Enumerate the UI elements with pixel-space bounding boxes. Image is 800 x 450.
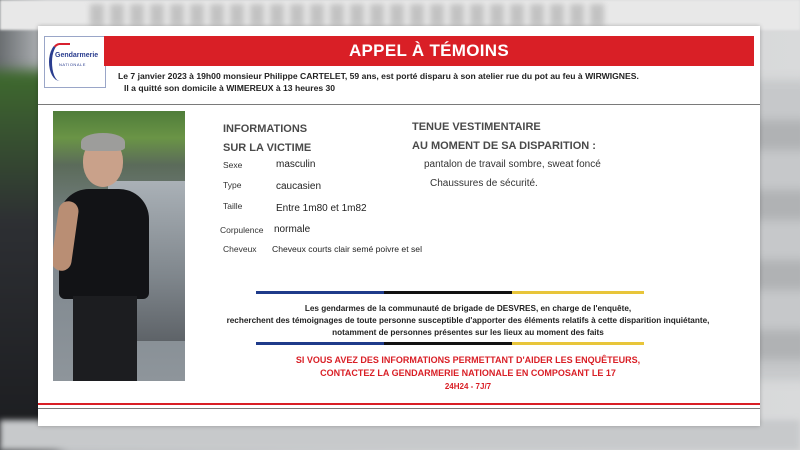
- notice-line-2: recherchent des témoignages de toute personne susceptible d'apporter des éléments relatifs à cette disparition inquiétante,: [226, 316, 710, 325]
- tricolor-divider-bottom: [256, 342, 644, 345]
- investigation-notice: [188, 303, 748, 339]
- top-divider: [38, 104, 760, 105]
- field-value-cheveux: Cheveux courts clair semé poivre et sel: [272, 244, 422, 254]
- blurred-top-text: [90, 4, 610, 26]
- missing-person-photo: [53, 111, 185, 381]
- bottom-red-rule: [38, 403, 760, 405]
- photo-person-hair: [81, 133, 125, 151]
- intro-line-2: Il a quitté son domicile à WIMEREUX à 13 heures 30: [124, 83, 336, 93]
- bottom-divider: [38, 408, 760, 409]
- victim-heading-line-2: SUR LA VICTIME: [223, 142, 312, 154]
- logo-name: Gendarmerie: [55, 52, 99, 59]
- field-value-corpulence: normale: [274, 224, 311, 235]
- field-value-sexe: masculin: [276, 159, 316, 170]
- clothing-item-2: Chaussures de sécurité.: [430, 178, 538, 189]
- clothing-heading-line-1: TENUE VESTIMENTAIRE: [412, 121, 541, 133]
- notice-line-3: notamment de personnes présentes sur les lieux au moment des faits: [332, 328, 604, 337]
- poster-title: APPEL À TÉMOINS: [104, 36, 754, 66]
- field-label-sexe: Sexe: [223, 160, 243, 170]
- logo-sub: NATIONALE: [59, 62, 86, 67]
- intro-text: [118, 70, 738, 94]
- appeal-hours: 24H24 - 7J/7: [444, 382, 492, 391]
- victim-info-heading: [223, 120, 343, 158]
- contact-appeal: [188, 354, 748, 393]
- photo-person-legs: [73, 296, 137, 381]
- field-value-type: caucasien: [276, 181, 322, 192]
- tricolor-divider-top: [256, 291, 644, 294]
- notice-line-1: Les gendarmes de la communauté de brigade de DESVRES, en charge de l'enquête,: [304, 304, 632, 313]
- appeal-line-2: CONTACTEZ LA GENDARMERIE NATIONALE EN COMPOSANT LE 17: [320, 368, 616, 378]
- field-label-cheveux: Cheveux: [223, 244, 257, 254]
- field-label-corpulence: Corpulence: [220, 225, 264, 235]
- intro-line-1: Le 7 janvier 2023 à 19h00 monsieur Philippe CARTELET, 59 ans, est porté disparu à son atelier rue du pot au feu à WIRWIGNES.: [118, 71, 639, 81]
- appeal-line-1: SI VOUS AVEZ DES INFORMATIONS PERMETTANT D'AIDER LES ENQUÊTEURS,: [295, 355, 641, 365]
- clothing-item-1: pantalon de travail sombre, sweat foncé: [424, 159, 601, 170]
- appeal-poster: [38, 26, 760, 426]
- field-value-taille: Entre 1m80 et 1m82: [276, 203, 367, 214]
- victim-heading-line-1: INFORMATIONS: [223, 123, 308, 135]
- clothing-heading-line-2: AU MOMENT DE SA DISPARITION :: [412, 140, 596, 152]
- clothing-heading: [412, 118, 672, 156]
- gendarmerie-logo: [44, 36, 106, 88]
- field-label-taille: Taille: [223, 201, 243, 211]
- field-label-type: Type: [223, 180, 242, 190]
